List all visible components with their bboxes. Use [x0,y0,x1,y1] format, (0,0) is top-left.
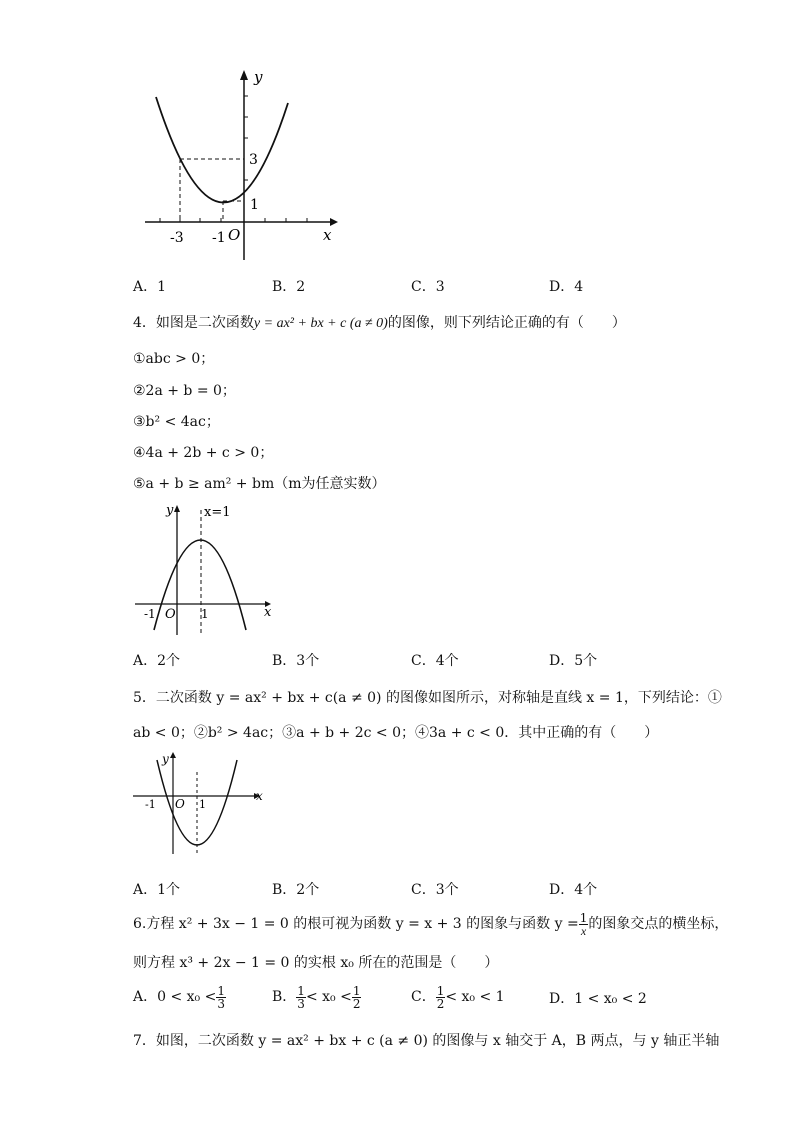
q5-stem-line-2: ab < 0；②b² > 4ac；③a + b + 2c < 0；④3a + c < 0．其中正确的有（ ） [133,725,659,741]
q5-origin-label: O [175,797,185,811]
q4-parabola-graph [130,500,280,640]
q3-option-d[interactable]: D．4 [549,279,584,295]
q5-tick-neg1: -1 [145,798,156,811]
q5-stem-line-1: 5．二次函数 y = ax² + bx + c(a ≠ 0) 的图像如图所示，对称轴是直线 x = 1，下列结论：① [133,690,722,706]
q4-item-2: ②2a + b = 0； [133,383,236,399]
q5-option-a[interactable]: A．1个 [133,882,181,898]
q6-fraction-1-over-x: $\frac{1}{x}$ [579,910,588,938]
q4-option-d[interactable]: D．5个 [549,653,598,669]
q7-stem-line-1: 7．如图，二次函数 y = ax² + bx + c (a ≠ 0) 的图像与 x 轴交于 A，B 两点，与 y 轴正半轴 [133,1033,720,1049]
q5-option-c[interactable]: C．3个 [411,882,459,898]
q4-x-label: x [264,605,272,620]
q5-tick-1: 1 [199,798,206,811]
q3-y-axis-arrow [240,70,248,80]
q6-line1-a: 6.方程 x² + 3x − 1 = 0 的根可视为函数 y = x + 3 的图象与函数 y = [133,916,579,932]
q4-stem [133,312,626,332]
q4-stem-formula: y = ax² + bx + c (a ≠ 0) [253,316,388,331]
q3-option-c[interactable]: C．3 [411,279,445,295]
q4-item-5: ⑤a + b ≥ am² + bm（m为任意实数） [133,476,386,492]
q5-y-axis-arrow [170,752,176,758]
q4-axis-label: x=1 [204,505,231,520]
q3-tick-y-3: 3 [249,152,258,168]
q4-option-b[interactable]: B．3个 [272,653,320,669]
q6-option-d[interactable]: D．1 < x₀ < 2 [549,991,647,1007]
q4-item-1: ①abc > 0； [133,351,215,367]
q3-option-a[interactable]: A．1 [133,279,167,295]
q3-parabola-graph [130,60,350,265]
q3-origin-label: O [228,226,241,244]
q6-option-b[interactable]: B． $\frac{1}{3}$ < x₀ < $\frac{1}{2}$ [272,983,361,1011]
q4-tick-1: 1 [201,607,209,621]
q4-option-c[interactable]: C．4个 [411,653,459,669]
q3-option-b[interactable]: B．2 [272,279,306,295]
q6-option-a[interactable]: A．0 < x₀ < $\frac{1}{3}$ [133,983,225,1011]
q5-option-b[interactable]: B．2个 [272,882,320,898]
q4-item-4: ④4a + 2b + c > 0； [133,445,274,461]
q4-y-label: y [166,503,174,518]
q4-option-a[interactable]: A．2个 [133,653,181,669]
q6-line1-b: 的图象交点的横坐标， [588,916,729,932]
q4-y-axis-arrow [174,505,180,512]
q3-tick-x-neg1: -1 [212,230,226,246]
q6-stem-line-2: 则方程 x³ + 2x − 1 = 0 的实根 x₀ 所在的范围是（ ） [133,955,499,971]
q6-option-c[interactable]: C． $\frac{1}{2}$ < x₀ < 1 [411,983,505,1011]
q4-origin-label: O [165,607,176,622]
q3-y-label: y [254,68,263,86]
q5-x-label: x [256,789,263,803]
q3-tick-x-neg3: -3 [170,230,184,246]
q6-stem-line-1 [133,910,728,938]
q3-tick-y-1: 1 [250,197,259,213]
q4-stem-suffix: 的图像，则下列结论正确的有（ ） [387,315,626,331]
q4-stem-prefix: 4．如图是二次函数 [133,315,254,331]
q3-parabola-curve [156,97,288,203]
q5-option-d[interactable]: D．4个 [549,882,598,898]
q4-tick-neg1: -1 [144,607,156,621]
q5-y-label: y [162,752,169,766]
q5-parabola-graph [130,748,270,860]
q4-item-3: ③b² < 4ac； [133,414,220,430]
q3-x-axis-arrow [330,218,338,226]
q3-x-label: x [323,226,332,244]
